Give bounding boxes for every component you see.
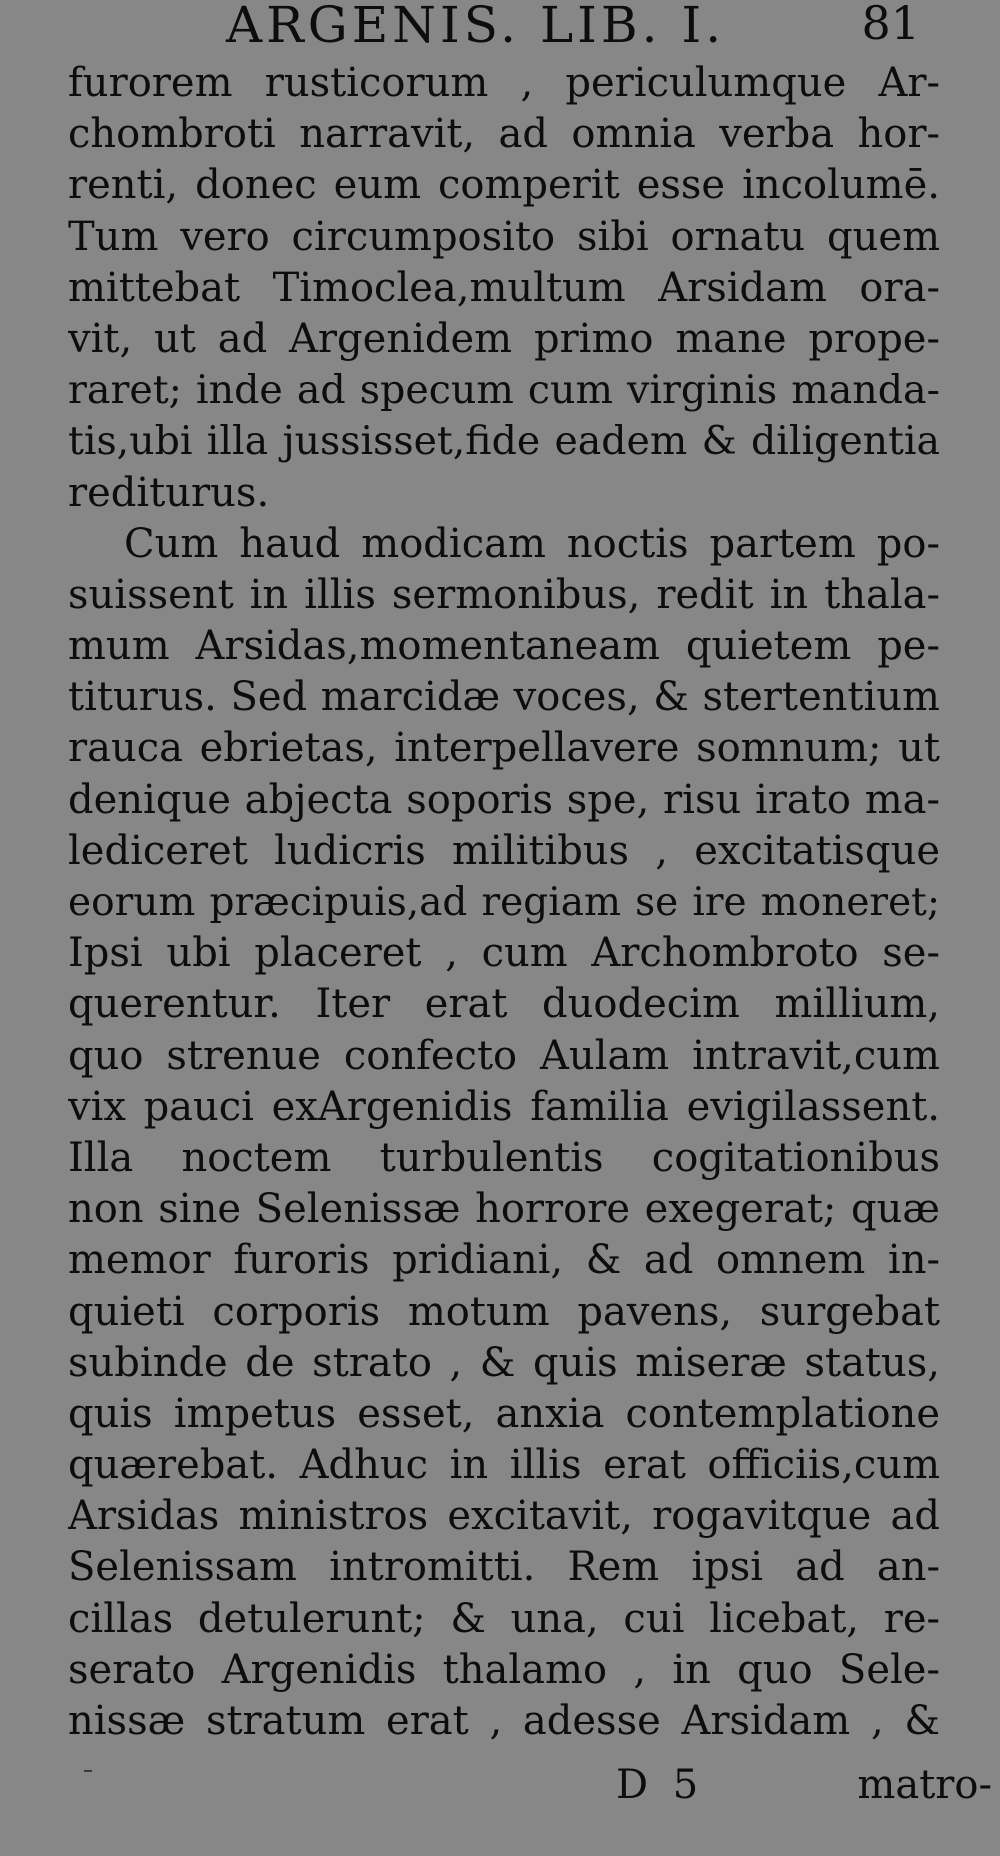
text-line: denique abjecta soporis spe, risu irato ma- [68, 776, 940, 823]
text-line: eorum præcipuis,ad regiam se ire moneret; [68, 880, 940, 925]
text-line: Selenissam intromitti. Rem ipsi ad an- [68, 1544, 940, 1591]
text-line: quis impetus esset, anxia contemplatione [68, 1390, 940, 1437]
text-line: chombroti narravit, ad omnia verba hor- [68, 111, 940, 158]
text-line: rediturus. [68, 469, 270, 516]
text-line: Ipsi ubi placeret , cum Archombroto se- [68, 930, 940, 977]
running-head [200, 0, 920, 56]
text-line: quærebat. Adhuc in illis erat officiis,cum [68, 1442, 940, 1489]
body-text [68, 58, 940, 1747]
text-line: raret; inde ad specum cum virginis manda- [68, 367, 940, 414]
text-line: vit, ut ad Argenidem primo mane prope- [68, 315, 940, 362]
page-number: 81 [861, 0, 920, 50]
text-line: nissæ stratum erat , adesse Arsidam , & [68, 1698, 940, 1744]
text-line: vix pauci exArgenidis familia evigilassent. [68, 1083, 940, 1130]
text-line: memor furoris pridiani, & ad omnem in- [68, 1237, 940, 1284]
text-line: tis,ubi illa jussisset,fide eadem & diligentia [68, 418, 940, 465]
text-line: quo strenue confecto Aulam intravit,cum [68, 1032, 940, 1079]
text-line: cillas detulerunt; & una, cui licebat, re- [68, 1595, 940, 1642]
text-line: lediceret ludicris militibus , excitatisque [68, 827, 940, 874]
text-line: rauca ebrietas, interpellavere somnum; ut [68, 725, 940, 772]
text-line: mittebat Timoclea,multum Arsidam ora- [68, 264, 940, 311]
signature-mark: D 5 [616, 1762, 705, 1808]
text-line: Illa noctem turbulentis cogitationibus [68, 1134, 940, 1181]
text-line: subinde de strato , & quis miseræ status, [68, 1339, 940, 1386]
catchword: matro- [857, 1762, 992, 1808]
text-line: querentur. Iter erat duodecim millium, [68, 981, 940, 1028]
running-title: ARGENIS. LIB. I. [226, 0, 726, 54]
text-line: suissent in illis sermonibus, redit in thala- [68, 571, 940, 618]
print-speck [84, 1770, 92, 1772]
text-line: serato Argenidis thalamo , in quo Sele- [68, 1646, 940, 1693]
text-line: renti, donec eum comperit esse incolumē. [68, 162, 940, 209]
text-line: Tum vero circumposito sibi ornatu quem [68, 213, 940, 260]
text-line: furorem rusticorum , periculumque Ar- [68, 60, 940, 106]
text-line: mum Arsidas,momentaneam quietem pe- [68, 623, 940, 670]
text-line: non sine Selenissæ horrore exegerat; quæ [68, 1186, 940, 1233]
text-line: Arsidas ministros excitavit, rogavitque ad [68, 1493, 940, 1540]
page-footer [600, 1762, 992, 1822]
text-line: quieti corporis motum pavens, surgebat [68, 1288, 940, 1335]
paragraph-start-line: Cum haud modicam noctis partem po- [124, 520, 940, 567]
text-line: titurus. Sed marcidæ voces, & stertentium [68, 674, 940, 721]
